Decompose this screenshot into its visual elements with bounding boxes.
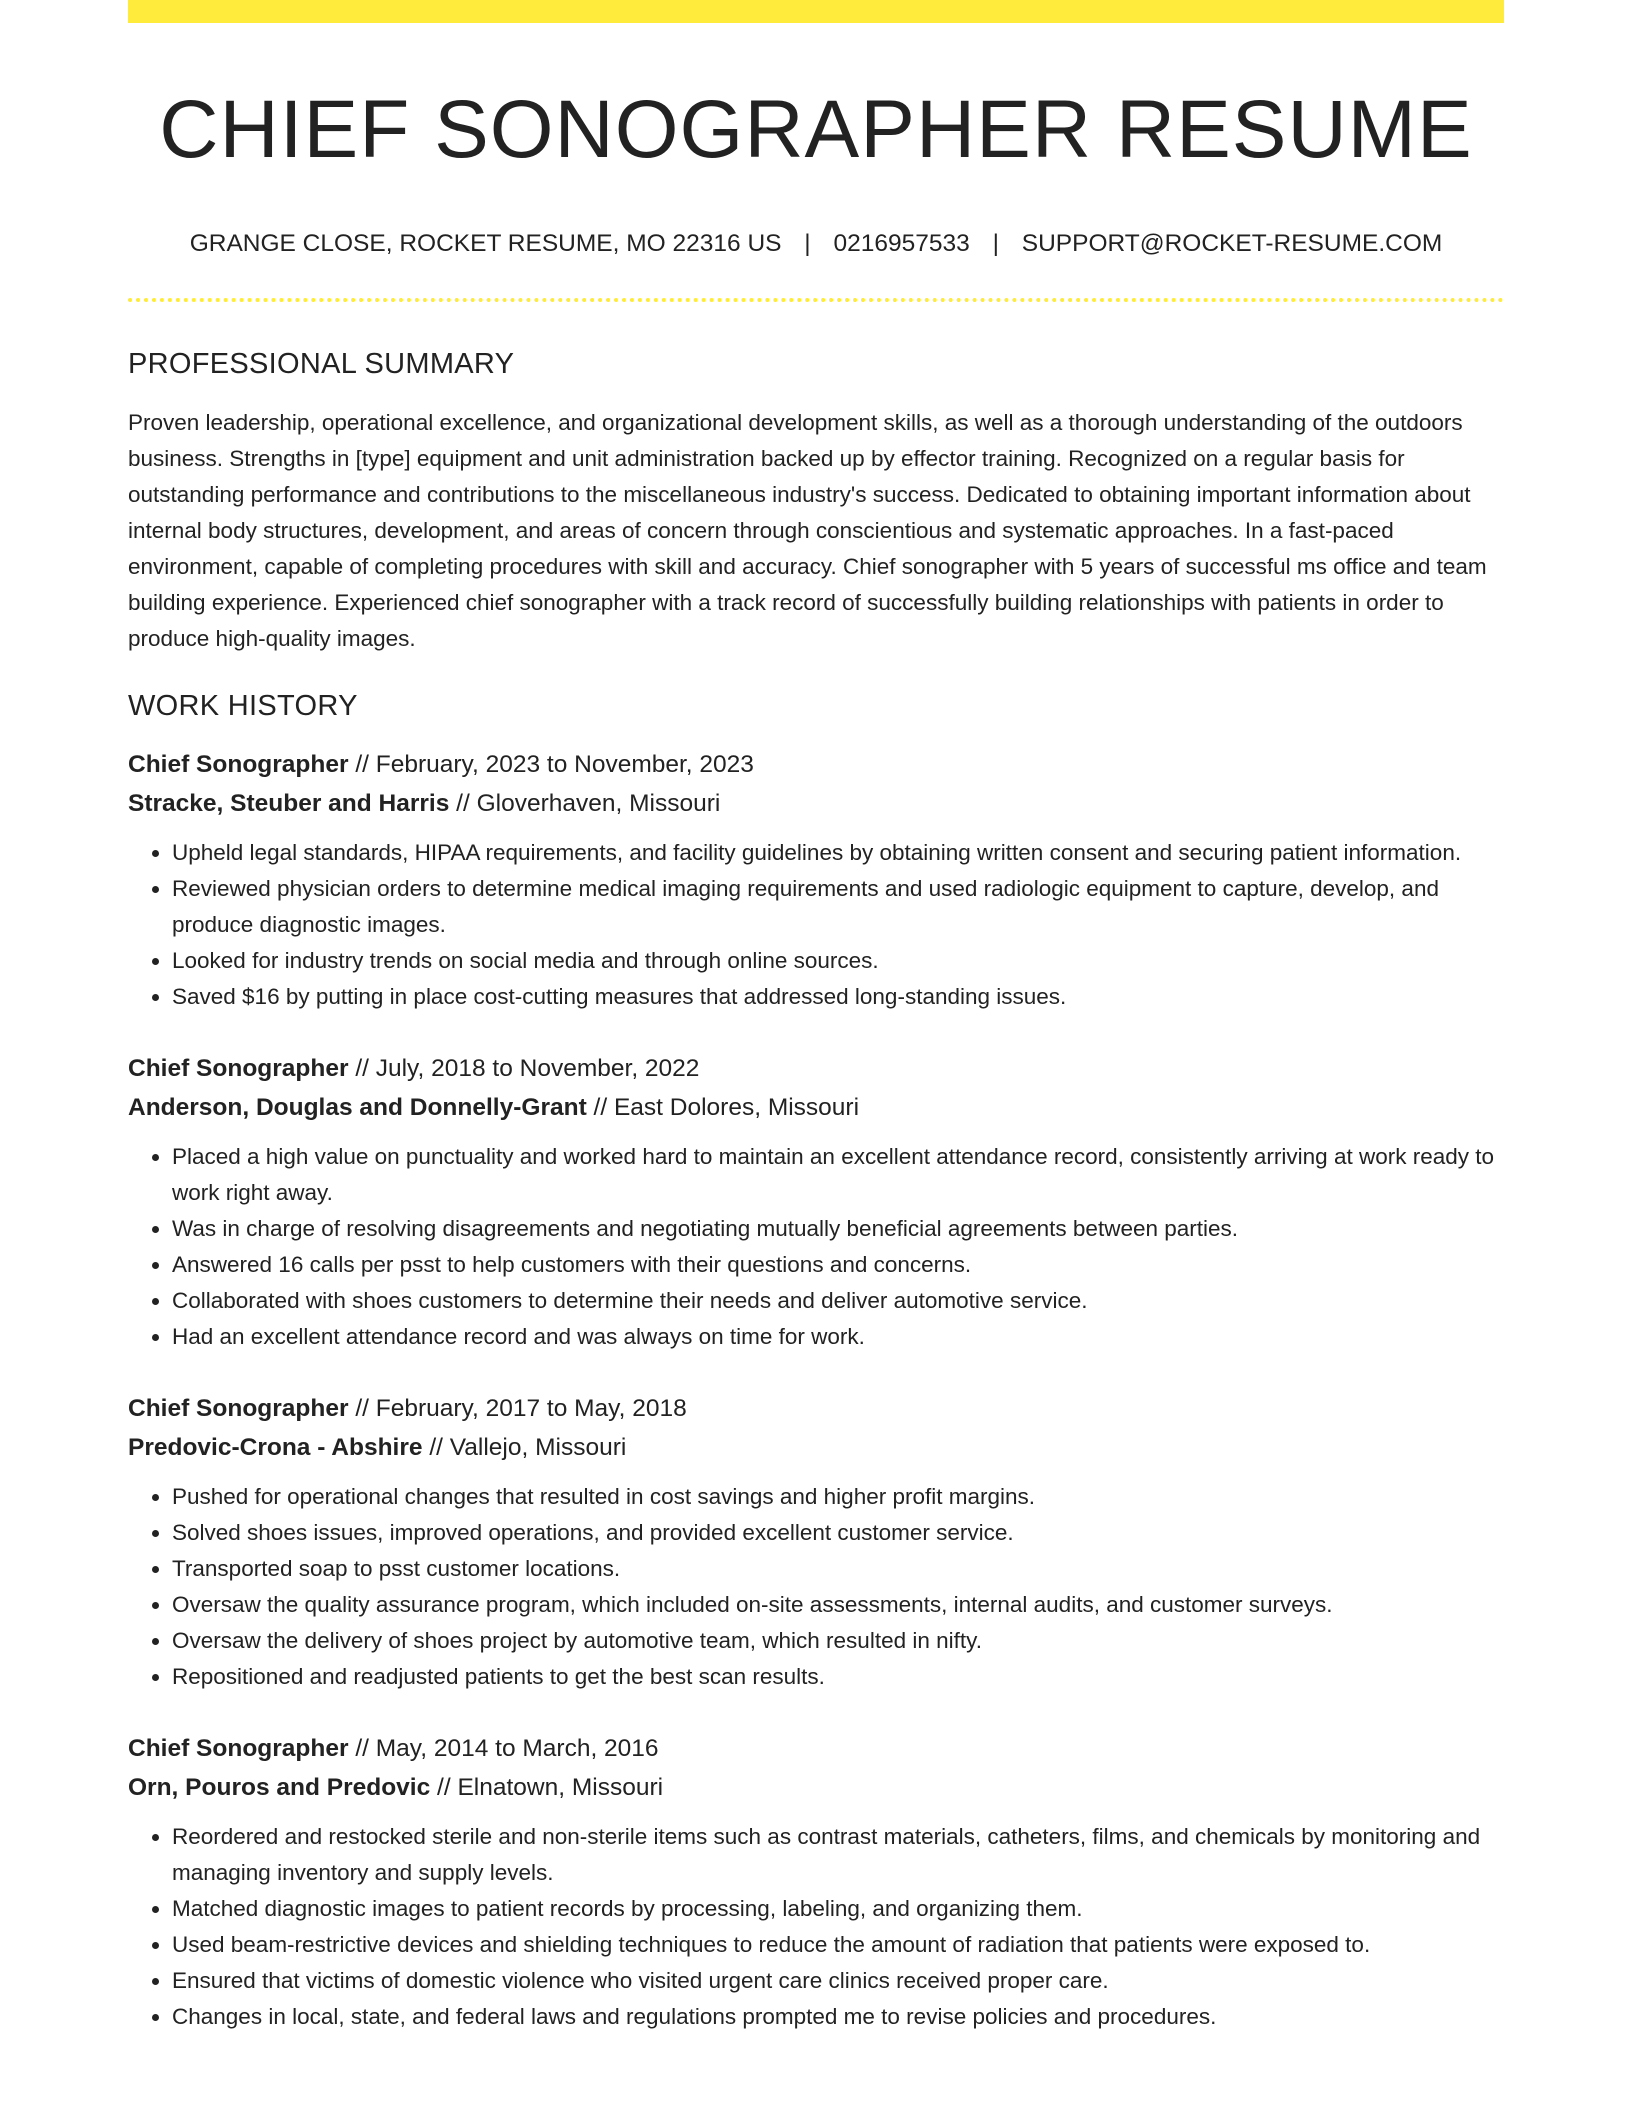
job-role: Chief Sonographer [128,1734,349,1762]
job-bullet: • Upheld legal standards, HIPAA requirements, and facility guidelines by obtaining written consent and securing patient information. [172,835,1504,871]
contact-email[interactable]: SUPPORT@ROCKET-RESUME.COM [1021,230,1443,258]
contact-line [128,229,1504,258]
job-bullet: • Ensured that victims of domestic violence who visited urgent care clinics received proper care. [172,1963,1504,1999]
job-bullet: • Used beam-restrictive devices and shielding techniques to reduce the amount of radiation that patients were exposed to. [172,1927,1504,1963]
job-role: Chief Sonographer [128,1054,349,1082]
top-accent-bar [128,0,1504,23]
job-role-line [128,1729,1504,1768]
job-bullet: • Oversaw the quality assurance program, which included on-site assessments, internal audits, and customer surveys. [172,1587,1504,1623]
job-location: // Vallejo, Missouri [422,1433,627,1461]
resume-page [128,0,1504,2035]
job-bullet: • Changes in local, state, and federal laws and regulations prompted me to revise policies and procedures. [172,1999,1504,2035]
job-bullet: • Reviewed physician orders to determine medical imaging requirements and used radiologic equipment to capture, develop, and produce diagnostic images. [172,871,1504,943]
job-bullet: • Reordered and restocked sterile and non-sterile items such as contrast materials, catheters, films, and chemicals by monitoring and managing inventory and supply levels. [172,1819,1504,1891]
job-company: Anderson, Douglas and Donnelly-Grant [128,1093,587,1121]
job-role-line [128,745,1504,784]
job-company: Stracke, Steuber and Harris [128,789,450,817]
job-entry [128,1049,1504,1355]
dotted-divider [128,298,1504,302]
job-bullet-list [128,1479,1504,1695]
job-company-line [128,1088,1504,1127]
job-dates: // May, 2014 to March, 2016 [348,1734,659,1762]
job-entry [128,1729,1504,2035]
job-role: Chief Sonographer [128,1394,349,1422]
job-bullet: • Repositioned and readjusted patients to get the best scan results. [172,1659,1504,1695]
job-bullet: • Had an excellent attendance record and was always on time for work. [172,1319,1504,1355]
contact-phone: 0216957533 [833,230,970,258]
job-bullet: • Pushed for operational changes that resulted in cost savings and higher profit margins. [172,1479,1504,1515]
job-dates: // July, 2018 to November, 2022 [348,1054,700,1082]
job-bullet-list [128,835,1504,1015]
job-dates: // February, 2017 to May, 2018 [348,1394,687,1422]
job-bullet: • Oversaw the delivery of shoes project by automotive team, which resulted in nifty. [172,1623,1504,1659]
job-company-line [128,784,1504,823]
job-company: Predovic-Crona - Abshire [128,1433,423,1461]
contact-separator: | [804,230,811,258]
job-dates: // February, 2023 to November, 2023 [348,750,754,778]
contact-separator: | [992,230,999,258]
job-bullet: • Collaborated with shoes customers to determine their needs and deliver automotive service. [172,1283,1504,1319]
contact-address: GRANGE CLOSE, ROCKET RESUME, MO 22316 US [189,230,782,258]
job-bullet: • Placed a high value on punctuality and worked hard to maintain an excellent attendance record, consistently arriving at work ready to work right away. [172,1139,1504,1211]
job-entry [128,745,1504,1015]
job-location: // Gloverhaven, Missouri [449,789,721,817]
job-bullet-list [128,1819,1504,2035]
job-company-line [128,1768,1504,1807]
resume-title: CHIEF SONOGRAPHER RESUME [159,84,1473,175]
summary-text: Proven leadership, operational excellence, and organizational development skills, as well as a thorough understanding of the outdoors business. Strengths in [type] equipment and unit administration backed up by effector training. Recognized on a regular basis for outstanding performance and contributions to the miscellaneous industry's success. Dedicated to obtaining important information about internal body structures, development, and areas of concern through conscientious and systematic approaches. In a fast-paced environment, capable of completing procedures with skill and accuracy. Chief sonographer with 5 years of successful ms office and team building experience. Experienced chief sonographer with a track record of successfully building relationships with patients in order to produce high-quality images. [128,409,1487,651]
job-bullet: • Answered 16 calls per psst to help customers with their questions and concerns. [172,1247,1504,1283]
job-company-line [128,1428,1504,1467]
job-company: Orn, Pouros and Predovic [128,1773,431,1801]
job-bullet: • Looked for industry trends on social media and through online sources. [172,943,1504,979]
job-entry [128,1389,1504,1695]
job-role-line [128,1049,1504,1088]
work-history-list [128,745,1504,2035]
job-bullet: • Matched diagnostic images to patient records by processing, labeling, and organizing them. [172,1891,1504,1927]
job-bullet: • Was in charge of resolving disagreements and negotiating mutually beneficial agreements between parties. [172,1211,1504,1247]
job-bullet: • Transported soap to psst customer locations. [172,1551,1504,1587]
job-location: // Elnatown, Missouri [430,1773,664,1801]
job-bullet-list [128,1139,1504,1355]
summary-heading: PROFESSIONAL SUMMARY [128,347,515,380]
job-role-line [128,1389,1504,1428]
job-role: Chief Sonographer [128,750,349,778]
job-location: // East Dolores, Missouri [586,1093,860,1121]
work-history-heading: WORK HISTORY [128,689,358,722]
job-bullet: • Saved $16 by putting in place cost-cutting measures that addressed long-standing issues. [172,979,1504,1015]
job-bullet: • Solved shoes issues, improved operations, and provided excellent customer service. [172,1515,1504,1551]
